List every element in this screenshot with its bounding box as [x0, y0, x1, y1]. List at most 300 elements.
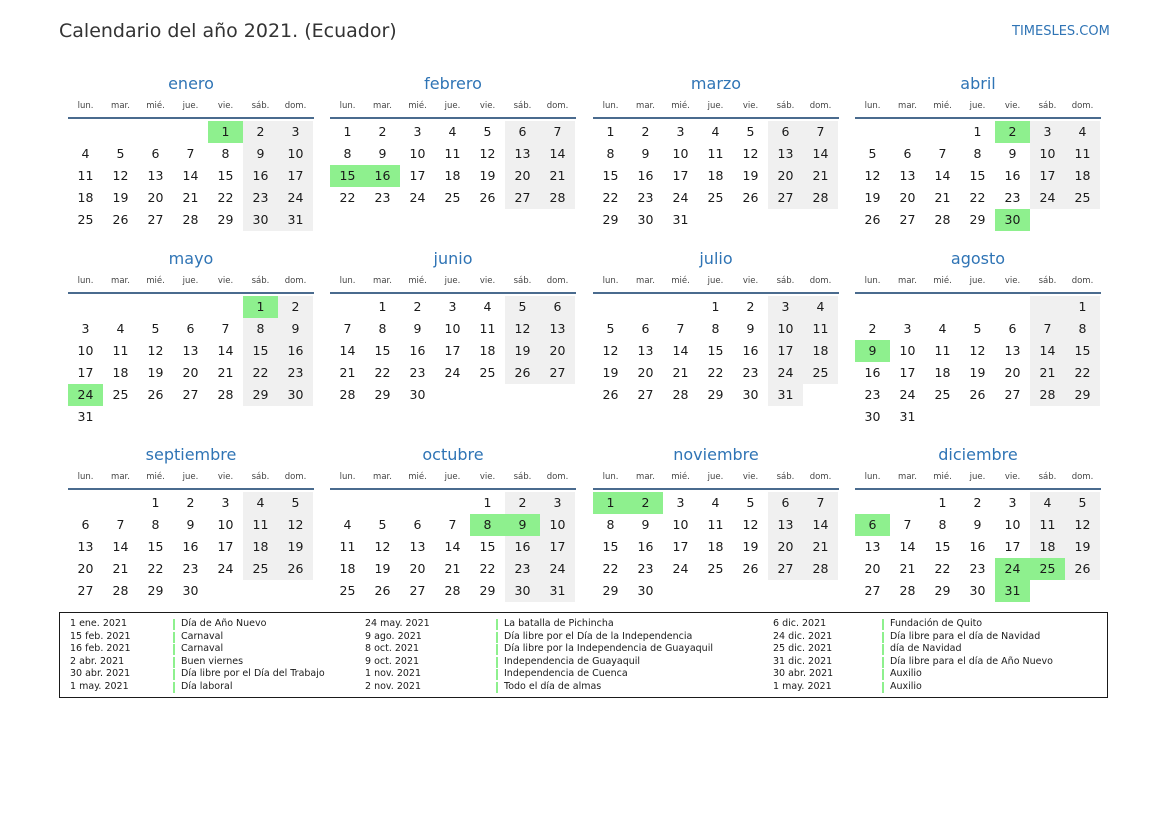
day-cell[interactable]: 19 — [278, 536, 313, 558]
day-cell[interactable]: 12 — [147, 343, 164, 358]
day-cell[interactable]: 11 — [707, 146, 724, 161]
day-cell[interactable]: 21 — [339, 365, 356, 380]
day-cell[interactable]: 29 — [602, 212, 619, 227]
day-cell[interactable]: 24 — [768, 362, 803, 384]
day-cell[interactable]: 4 — [81, 146, 90, 161]
day-cell[interactable]: 5 — [746, 495, 755, 510]
day-cell[interactable]: 22 — [217, 190, 234, 205]
day-cell[interactable]: 30 — [278, 384, 313, 406]
day-cell[interactable]: 11 — [707, 517, 724, 532]
day-cell[interactable]: 11 — [1065, 143, 1100, 165]
day-cell[interactable]: 5 — [505, 296, 540, 318]
day-cell[interactable]: 26 — [505, 362, 540, 384]
day-cell[interactable]: 13 — [864, 539, 881, 554]
day-cell[interactable]: 9 — [378, 146, 387, 161]
day-cell[interactable]: 4 — [711, 495, 720, 510]
day-cell[interactable]: 8 — [470, 514, 505, 536]
day-cell[interactable]: 10 — [1004, 517, 1021, 532]
day-cell[interactable]: 18 — [479, 343, 496, 358]
day-cell[interactable]: 5 — [973, 321, 982, 336]
day-cell[interactable]: 15 — [602, 539, 619, 554]
day-cell[interactable]: 29 — [217, 212, 234, 227]
day-cell[interactable]: 4 — [803, 296, 838, 318]
day-cell[interactable]: 10 — [217, 517, 234, 532]
day-cell[interactable]: 10 — [1030, 143, 1065, 165]
day-cell[interactable]: 31 — [768, 384, 803, 406]
day-cell[interactable]: 23 — [1004, 190, 1021, 205]
day-cell[interactable]: 11 — [803, 318, 838, 340]
day-cell[interactable]: 27 — [77, 583, 94, 598]
day-cell[interactable]: 22 — [243, 362, 278, 384]
day-cell[interactable]: 2 — [413, 299, 422, 314]
day-cell[interactable]: 18 — [444, 168, 461, 183]
day-cell[interactable]: 20 — [540, 340, 575, 362]
day-cell[interactable]: 3 — [1030, 121, 1065, 143]
day-cell[interactable]: 7 — [186, 146, 195, 161]
day-cell[interactable]: 18 — [1030, 536, 1065, 558]
day-cell[interactable]: 27 — [1004, 387, 1021, 402]
day-cell[interactable]: 9 — [413, 321, 422, 336]
day-cell[interactable]: 1 — [151, 495, 160, 510]
day-cell[interactable]: 19 — [112, 190, 129, 205]
day-cell[interactable]: 28 — [217, 387, 234, 402]
day-cell[interactable]: 14 — [540, 143, 575, 165]
day-cell[interactable]: 4 — [448, 124, 457, 139]
day-cell[interactable]: 7 — [343, 321, 352, 336]
day-cell[interactable]: 22 — [707, 365, 724, 380]
day-cell[interactable]: 6 — [903, 146, 912, 161]
day-cell[interactable]: 3 — [448, 299, 457, 314]
day-cell[interactable]: 23 — [742, 365, 759, 380]
day-cell[interactable]: 4 — [1065, 121, 1100, 143]
day-cell[interactable]: 7 — [803, 121, 838, 143]
day-cell[interactable]: 3 — [540, 492, 575, 514]
day-cell[interactable]: 30 — [995, 209, 1030, 231]
day-cell[interactable]: 23 — [969, 561, 986, 576]
day-cell[interactable]: 11 — [112, 343, 129, 358]
day-cell[interactable]: 1 — [483, 495, 492, 510]
day-cell[interactable]: 8 — [1065, 318, 1100, 340]
day-cell[interactable]: 23 — [374, 190, 391, 205]
day-cell[interactable]: 21 — [899, 561, 916, 576]
day-cell[interactable]: 9 — [1008, 146, 1017, 161]
day-cell[interactable]: 19 — [1065, 536, 1100, 558]
day-cell[interactable]: 29 — [479, 583, 496, 598]
day-cell[interactable]: 13 — [182, 343, 199, 358]
day-cell[interactable]: 7 — [903, 517, 912, 532]
day-cell[interactable]: 12 — [278, 514, 313, 536]
day-cell[interactable]: 9 — [973, 517, 982, 532]
day-cell[interactable]: 28 — [182, 212, 199, 227]
day-cell[interactable]: 13 — [409, 539, 426, 554]
day-cell[interactable]: 18 — [243, 536, 278, 558]
day-cell[interactable]: 19 — [147, 365, 164, 380]
day-cell[interactable]: 19 — [374, 561, 391, 576]
day-cell[interactable]: 2 — [973, 495, 982, 510]
day-cell[interactable]: 25 — [112, 387, 129, 402]
day-cell[interactable]: 19 — [742, 168, 759, 183]
day-cell[interactable]: 16 — [505, 536, 540, 558]
day-cell[interactable]: 19 — [479, 168, 496, 183]
day-cell[interactable]: 14 — [217, 343, 234, 358]
day-cell[interactable]: 20 — [77, 561, 94, 576]
day-cell[interactable]: 22 — [602, 561, 619, 576]
day-cell[interactable]: 24 — [899, 387, 916, 402]
day-cell[interactable]: 14 — [182, 168, 199, 183]
day-cell[interactable]: 30 — [409, 387, 426, 402]
day-cell[interactable]: 25 — [707, 190, 724, 205]
day-cell[interactable]: 15 — [1065, 340, 1100, 362]
day-cell[interactable]: 15 — [602, 168, 619, 183]
day-cell[interactable]: 30 — [243, 209, 278, 231]
day-cell[interactable]: 20 — [899, 190, 916, 205]
day-cell[interactable]: 11 — [444, 146, 461, 161]
day-cell[interactable]: 30 — [505, 580, 540, 602]
day-cell[interactable]: 29 — [707, 387, 724, 402]
day-cell[interactable]: 9 — [746, 321, 755, 336]
day-cell[interactable]: 29 — [602, 583, 619, 598]
day-cell[interactable]: 7 — [1030, 318, 1065, 340]
day-cell[interactable]: 4 — [343, 517, 352, 532]
day-cell[interactable]: 20 — [768, 536, 803, 558]
day-cell[interactable]: 20 — [505, 165, 540, 187]
day-cell[interactable]: 13 — [899, 168, 916, 183]
day-cell[interactable]: 19 — [969, 365, 986, 380]
day-cell[interactable]: 16 — [365, 165, 400, 187]
day-cell[interactable]: 26 — [278, 558, 313, 580]
day-cell[interactable]: 3 — [278, 121, 313, 143]
day-cell[interactable]: 3 — [81, 321, 90, 336]
day-cell[interactable]: 15 — [217, 168, 234, 183]
day-cell[interactable]: 24 — [995, 558, 1030, 580]
day-cell[interactable]: 8 — [343, 146, 352, 161]
day-cell[interactable]: 18 — [339, 561, 356, 576]
day-cell[interactable]: 1 — [711, 299, 720, 314]
day-cell[interactable]: 29 — [243, 384, 278, 406]
day-cell[interactable]: 20 — [182, 365, 199, 380]
day-cell[interactable]: 30 — [637, 583, 654, 598]
day-cell[interactable]: 13 — [505, 143, 540, 165]
day-cell[interactable]: 13 — [77, 539, 94, 554]
day-cell[interactable]: 9 — [278, 318, 313, 340]
day-cell[interactable]: 16 — [409, 343, 426, 358]
day-cell[interactable]: 13 — [768, 143, 803, 165]
day-cell[interactable]: 12 — [602, 343, 619, 358]
day-cell[interactable]: 6 — [768, 492, 803, 514]
day-cell[interactable]: 18 — [77, 190, 94, 205]
day-cell[interactable]: 2 — [505, 492, 540, 514]
day-cell[interactable]: 8 — [973, 146, 982, 161]
day-cell[interactable]: 26 — [742, 190, 759, 205]
day-cell[interactable]: 4 — [243, 492, 278, 514]
day-cell[interactable]: 13 — [768, 514, 803, 536]
day-cell[interactable]: 12 — [374, 539, 391, 554]
day-cell[interactable]: 3 — [1008, 495, 1017, 510]
day-cell[interactable]: 24 — [409, 190, 426, 205]
day-cell[interactable]: 26 — [147, 387, 164, 402]
day-cell[interactable]: 18 — [112, 365, 129, 380]
day-cell[interactable]: 5 — [868, 146, 877, 161]
day-cell[interactable]: 1 — [606, 124, 615, 139]
day-cell[interactable]: 16 — [278, 340, 313, 362]
day-cell[interactable]: 24 — [278, 187, 313, 209]
day-cell[interactable]: 26 — [1065, 558, 1100, 580]
day-cell[interactable]: 23 — [243, 187, 278, 209]
day-cell[interactable]: 27 — [864, 583, 881, 598]
day-cell[interactable]: 31 — [899, 409, 916, 424]
day-cell[interactable]: 15 — [374, 343, 391, 358]
day-cell[interactable]: 5 — [606, 321, 615, 336]
day-cell[interactable]: 6 — [151, 146, 160, 161]
day-cell[interactable]: 28 — [803, 187, 838, 209]
day-cell[interactable]: 16 — [243, 165, 278, 187]
day-cell[interactable]: 25 — [1065, 187, 1100, 209]
day-cell[interactable]: 22 — [339, 190, 356, 205]
day-cell[interactable]: 8 — [243, 318, 278, 340]
day-cell[interactable]: 10 — [77, 343, 94, 358]
day-cell[interactable]: 25 — [339, 583, 356, 598]
day-cell[interactable]: 15 — [147, 539, 164, 554]
day-cell[interactable]: 17 — [1030, 165, 1065, 187]
day-cell[interactable]: 5 — [1065, 492, 1100, 514]
day-cell[interactable]: 23 — [182, 561, 199, 576]
day-cell[interactable]: 24 — [68, 384, 103, 406]
day-cell[interactable]: 12 — [864, 168, 881, 183]
day-cell[interactable]: 16 — [637, 539, 654, 554]
day-cell[interactable]: 6 — [768, 121, 803, 143]
day-cell[interactable]: 6 — [855, 514, 890, 536]
day-cell[interactable]: 19 — [742, 539, 759, 554]
day-cell[interactable]: 1 — [938, 495, 947, 510]
day-cell[interactable]: 4 — [938, 321, 947, 336]
day-cell[interactable]: 27 — [768, 558, 803, 580]
day-cell[interactable]: 12 — [112, 168, 129, 183]
day-cell[interactable]: 23 — [505, 558, 540, 580]
day-cell[interactable]: 24 — [444, 365, 461, 380]
day-cell[interactable]: 2 — [641, 124, 650, 139]
day-cell[interactable]: 17 — [768, 340, 803, 362]
day-cell[interactable]: 14 — [112, 539, 129, 554]
day-cell[interactable]: 18 — [1065, 165, 1100, 187]
day-cell[interactable]: 27 — [147, 212, 164, 227]
day-cell[interactable]: 2 — [278, 296, 313, 318]
day-cell[interactable]: 16 — [182, 539, 199, 554]
day-cell[interactable]: 21 — [182, 190, 199, 205]
day-cell[interactable]: 1 — [378, 299, 387, 314]
day-cell[interactable]: 13 — [637, 343, 654, 358]
day-cell[interactable]: 27 — [768, 187, 803, 209]
day-cell[interactable]: 25 — [243, 558, 278, 580]
day-cell[interactable]: 12 — [1065, 514, 1100, 536]
day-cell[interactable]: 5 — [151, 321, 160, 336]
day-cell[interactable]: 14 — [339, 343, 356, 358]
day-cell[interactable]: 24 — [540, 558, 575, 580]
day-cell[interactable]: 6 — [81, 517, 90, 532]
day-cell[interactable]: 30 — [864, 409, 881, 424]
day-cell[interactable]: 6 — [413, 517, 422, 532]
day-cell[interactable]: 8 — [378, 321, 387, 336]
day-cell[interactable]: 28 — [1030, 384, 1065, 406]
day-cell[interactable]: 11 — [77, 168, 94, 183]
day-cell[interactable]: 24 — [217, 561, 234, 576]
day-cell[interactable]: 17 — [540, 536, 575, 558]
day-cell[interactable]: 18 — [707, 539, 724, 554]
day-cell[interactable]: 18 — [803, 340, 838, 362]
day-cell[interactable]: 21 — [112, 561, 129, 576]
day-cell[interactable]: 1 — [973, 124, 982, 139]
day-cell[interactable]: 10 — [672, 146, 689, 161]
day-cell[interactable]: 31 — [540, 580, 575, 602]
day-cell[interactable]: 29 — [969, 212, 986, 227]
day-cell[interactable]: 27 — [540, 362, 575, 384]
day-cell[interactable]: 14 — [899, 539, 916, 554]
day-cell[interactable]: 1 — [243, 296, 278, 318]
day-cell[interactable]: 31 — [672, 212, 689, 227]
day-cell[interactable]: 14 — [803, 143, 838, 165]
day-cell[interactable]: 16 — [864, 365, 881, 380]
day-cell[interactable]: 20 — [1004, 365, 1021, 380]
day-cell[interactable]: 17 — [672, 539, 689, 554]
day-cell[interactable]: 17 — [77, 365, 94, 380]
day-cell[interactable]: 3 — [221, 495, 230, 510]
day-cell[interactable]: 11 — [339, 539, 356, 554]
day-cell[interactable]: 20 — [768, 165, 803, 187]
day-cell[interactable]: 21 — [540, 165, 575, 187]
day-cell[interactable]: 25 — [934, 387, 951, 402]
day-cell[interactable]: 7 — [540, 121, 575, 143]
day-cell[interactable]: 25 — [77, 212, 94, 227]
day-cell[interactable]: 16 — [742, 343, 759, 358]
day-cell[interactable]: 2 — [243, 121, 278, 143]
day-cell[interactable]: 27 — [505, 187, 540, 209]
day-cell[interactable]: 5 — [116, 146, 125, 161]
day-cell[interactable]: 16 — [1004, 168, 1021, 183]
day-cell[interactable]: 5 — [278, 492, 313, 514]
day-cell[interactable]: 18 — [707, 168, 724, 183]
day-cell[interactable]: 9 — [641, 146, 650, 161]
day-cell[interactable]: 9 — [186, 517, 195, 532]
day-cell[interactable]: 8 — [606, 146, 615, 161]
day-cell[interactable]: 4 — [483, 299, 492, 314]
day-cell[interactable]: 17 — [899, 365, 916, 380]
day-cell[interactable]: 21 — [217, 365, 234, 380]
day-cell[interactable]: 1 — [343, 124, 352, 139]
day-cell[interactable]: 17 — [409, 168, 426, 183]
day-cell[interactable]: 8 — [938, 517, 947, 532]
day-cell[interactable]: 11 — [1030, 514, 1065, 536]
day-cell[interactable]: 24 — [672, 561, 689, 576]
day-cell[interactable]: 22 — [969, 190, 986, 205]
day-cell[interactable]: 10 — [672, 517, 689, 532]
day-cell[interactable]: 14 — [444, 539, 461, 554]
day-cell[interactable]: 12 — [505, 318, 540, 340]
day-cell[interactable]: 13 — [1004, 343, 1021, 358]
day-cell[interactable]: 21 — [1030, 362, 1065, 384]
day-cell[interactable]: 16 — [637, 168, 654, 183]
day-cell[interactable]: 12 — [479, 146, 496, 161]
day-cell[interactable]: 2 — [746, 299, 755, 314]
day-cell[interactable]: 20 — [147, 190, 164, 205]
day-cell[interactable]: 25 — [444, 190, 461, 205]
site-link[interactable]: TIMESLES.COM — [1012, 24, 1110, 39]
day-cell[interactable]: 22 — [934, 561, 951, 576]
day-cell[interactable]: 24 — [672, 190, 689, 205]
day-cell[interactable]: 27 — [637, 387, 654, 402]
day-cell[interactable]: 1 — [593, 492, 628, 514]
day-cell[interactable]: 14 — [934, 168, 951, 183]
day-cell[interactable]: 2 — [868, 321, 877, 336]
day-cell[interactable]: 2 — [628, 492, 663, 514]
day-cell[interactable]: 7 — [803, 492, 838, 514]
day-cell[interactable]: 2 — [995, 121, 1030, 143]
day-cell[interactable]: 3 — [676, 124, 685, 139]
day-cell[interactable]: 31 — [995, 580, 1030, 602]
day-cell[interactable]: 24 — [1030, 187, 1065, 209]
day-cell[interactable]: 2 — [186, 495, 195, 510]
day-cell[interactable]: 12 — [969, 343, 986, 358]
day-cell[interactable]: 7 — [938, 146, 947, 161]
day-cell[interactable]: 31 — [77, 409, 94, 424]
day-cell[interactable]: 10 — [768, 318, 803, 340]
day-cell[interactable]: 20 — [864, 561, 881, 576]
day-cell[interactable]: 1 — [208, 121, 243, 143]
day-cell[interactable]: 15 — [934, 539, 951, 554]
day-cell[interactable]: 10 — [540, 514, 575, 536]
day-cell[interactable]: 3 — [413, 124, 422, 139]
day-cell[interactable]: 28 — [339, 387, 356, 402]
day-cell[interactable]: 15 — [330, 165, 365, 187]
day-cell[interactable]: 23 — [278, 362, 313, 384]
day-cell[interactable]: 18 — [934, 365, 951, 380]
day-cell[interactable]: 19 — [505, 340, 540, 362]
day-cell[interactable]: 19 — [602, 365, 619, 380]
day-cell[interactable]: 26 — [374, 583, 391, 598]
day-cell[interactable]: 28 — [934, 212, 951, 227]
day-cell[interactable]: 29 — [374, 387, 391, 402]
day-cell[interactable]: 28 — [803, 558, 838, 580]
day-cell[interactable]: 25 — [803, 362, 838, 384]
day-cell[interactable]: 26 — [112, 212, 129, 227]
day-cell[interactable]: 14 — [672, 343, 689, 358]
day-cell[interactable]: 21 — [672, 365, 689, 380]
day-cell[interactable]: 7 — [221, 321, 230, 336]
day-cell[interactable]: 15 — [969, 168, 986, 183]
day-cell[interactable]: 19 — [864, 190, 881, 205]
day-cell[interactable]: 9 — [505, 514, 540, 536]
day-cell[interactable]: 27 — [182, 387, 199, 402]
day-cell[interactable]: 27 — [409, 583, 426, 598]
day-cell[interactable]: 6 — [505, 121, 540, 143]
day-cell[interactable]: 13 — [540, 318, 575, 340]
day-cell[interactable]: 7 — [676, 321, 685, 336]
day-cell[interactable]: 28 — [899, 583, 916, 598]
day-cell[interactable]: 15 — [243, 340, 278, 362]
day-cell[interactable]: 20 — [409, 561, 426, 576]
day-cell[interactable]: 4 — [1030, 492, 1065, 514]
day-cell[interactable]: 28 — [672, 387, 689, 402]
day-cell[interactable]: 22 — [147, 561, 164, 576]
day-cell[interactable]: 28 — [444, 583, 461, 598]
day-cell[interactable]: 5 — [746, 124, 755, 139]
day-cell[interactable]: 15 — [479, 539, 496, 554]
day-cell[interactable]: 9 — [855, 340, 890, 362]
day-cell[interactable]: 23 — [864, 387, 881, 402]
day-cell[interactable]: 20 — [637, 365, 654, 380]
day-cell[interactable]: 22 — [374, 365, 391, 380]
day-cell[interactable]: 11 — [243, 514, 278, 536]
day-cell[interactable]: 3 — [903, 321, 912, 336]
day-cell[interactable]: 6 — [1008, 321, 1017, 336]
